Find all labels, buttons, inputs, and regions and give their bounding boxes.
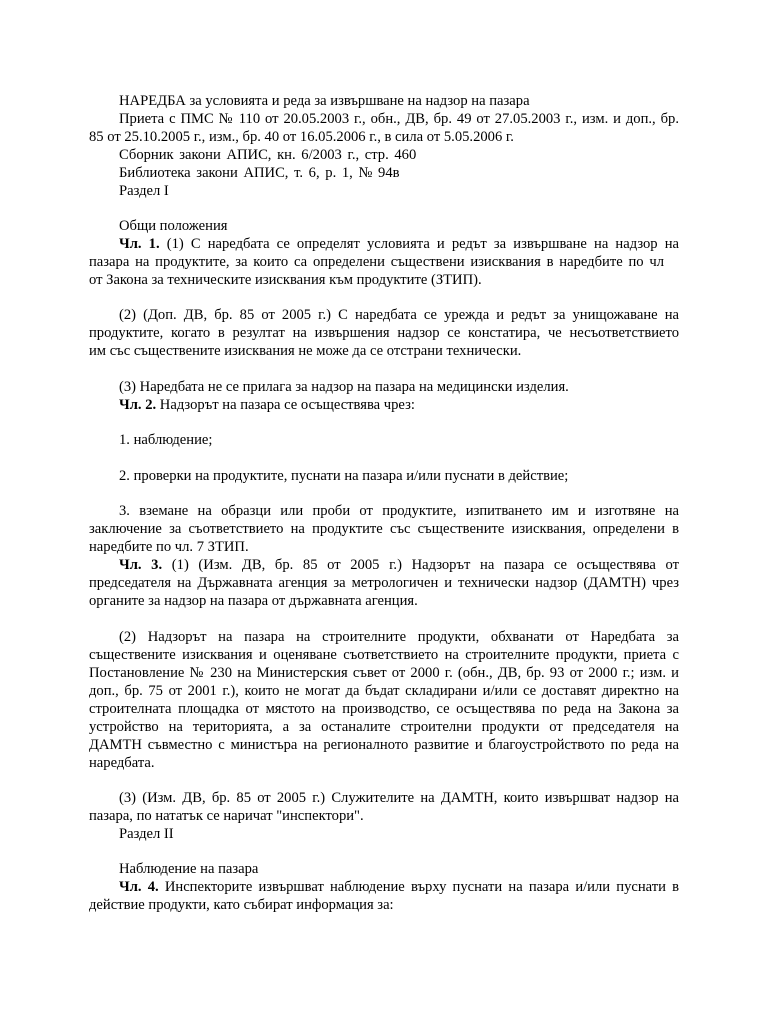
article-1-line-1 (119, 235, 679, 253)
article-3-para-3-line-2: пазара, по нататък се наричат "инспектори". (89, 808, 364, 824)
article-1-para-3: (3) Наредбата не се прилага за надзор на пазара на медицински изделия. (119, 379, 569, 395)
article-3-para-2-line-2: съществените изисквания и оценяване съответствието на строителните продукти, приета с (89, 647, 679, 663)
article-3-line-2: председателя на Държавната агенция за метрологичен и технически надзор (ДАМТН) чрез (89, 575, 679, 591)
article-3-para-3-line-1: (3) (Изм. ДВ, бр. 85 от 2005 г.) Служителите на ДАМТН, които извършват надзор на (119, 790, 679, 806)
article-3-para-2-line-5: строителната площадка от мястото на производство, се осъществява по реда на Закона за (89, 701, 679, 717)
general-provisions-heading: Общи положения (119, 218, 228, 234)
article-1-para-2-line-1: (2) (Доп. ДВ, бр. 85 от 2005 г.) С наредбата се урежда и редът за унищожаване на (119, 307, 679, 323)
article-3-para-2-line-1: (2) Надзорът на пазара на строителните продукти, обхванати от Наредбата за (119, 629, 679, 645)
article-2-item-1: 1. наблюдение; (119, 432, 213, 448)
library-reference: Библиотека закони АПИС, т. 6, р. 1, № 94в (119, 165, 400, 181)
article-2-item-3-line-2: заключение за съответствието на продуктите със съществените изисквания, определени в (89, 521, 679, 537)
article-2-item-3-line-1: 3. вземане на образци или проби от продуктите, изпитването им и изготвяне на (119, 503, 679, 519)
article-3-line-1 (119, 556, 679, 574)
article-1-label: Чл. 1. (119, 236, 160, 252)
section-heading-2: Раздел II (119, 826, 174, 842)
article-1-para-2-line-3: им със съществените изисквания не може да се отстрани технически. (89, 343, 522, 359)
article-4-line-1 (119, 878, 679, 896)
article-4-text: Инспекторите извършват наблюдение върху пуснати на пазара и/или пуснати в (164, 879, 679, 895)
article-4-label: Чл. 4. (119, 879, 159, 895)
article-2-line (119, 396, 415, 414)
article-2-item-3-line-3: наредбите по чл. 7 ЗТИП. (89, 539, 249, 555)
article-3-para-2-line-4: доп., бр. 75 от 2001 г.), които не могат да бъдат складирани и/или се доставят директно на (89, 683, 679, 699)
adoption-info-line-1: Приета с ПМС № 110 от 20.05.2003 г., обн., ДВ, бр. 49 от 27.05.2003 г., изм. и доп., бр. (119, 111, 679, 127)
article-3-line-3: органите за надзор на пазара от държавната агенция. (89, 593, 418, 609)
article-4-line-2: действие продукти, като събират информация за: (89, 897, 394, 913)
article-3-text: (1) (Изм. ДВ, бр. 85 от 2005 г.) Надзорът на пазара се осъществява от (171, 557, 679, 573)
article-3-para-2-line-6: устройство на територията, а за останалите строителни продукти от председателя на (89, 719, 679, 735)
article-1-line-2: пазара на продуктите, за които са определени съществени изисквания в наредбите по чл (89, 254, 664, 270)
article-2-item-2: 2. проверки на продуктите, пуснати на пазара и/или пуснати в действие; (119, 468, 569, 484)
collection-reference: Сборник закони АПИС, кн. 6/2003 г., стр. 460 (119, 147, 417, 163)
article-3-para-2-line-7: ДАМТН съвместно с министъра на регионалното развитие и благоустройството по реда на (89, 737, 679, 753)
section-heading-1: Раздел I (119, 183, 169, 199)
article-1-text: (1) С наредбата се определят условията и редът за извършване на надзор на (166, 236, 679, 252)
article-1-line-3: от Закона за техническите изисквания към продуктите (ЗТИП). (89, 272, 482, 288)
article-3-para-2-line-8: наредбата. (89, 755, 155, 771)
adoption-info-line-2: 85 от 25.10.2005 г., изм., бр. 40 от 16.05.2006 г., в сила от 5.05.2006 г. (89, 129, 514, 145)
article-2-label: Чл. 2. (119, 397, 157, 413)
article-2-text: Надзорът на пазара се осъществява чрез: (159, 397, 415, 413)
market-observation-heading: Наблюдение на пазара (119, 861, 259, 877)
document-title: НАРЕДБА за условията и реда за извършване на надзор на пазара (119, 93, 530, 109)
article-1-para-2-line-2: продуктите, когато в резултат на извършения надзор се констатира, че несъответствието (89, 325, 679, 341)
article-3-label: Чл. 3. (119, 557, 163, 573)
article-3-para-2-line-3: Постановление № 230 на Министерския съвет от 2000 г. (обн., ДВ, бр. 93 от 2000 г.; изм. и (89, 665, 679, 681)
